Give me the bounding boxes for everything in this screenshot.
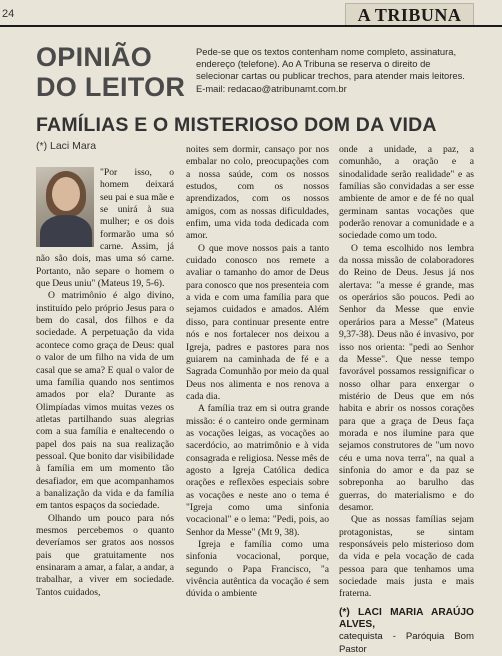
paragraph: O tema escolhido nos lembra da nossa missão de colaboradores do Reino de Deus. Jesus já nos alertava: "a messe é grande, mas os operários são poucos. Pedi ao Senhor da Messe que envie operários para a Messe" (Mateus 9,37-38). Deus não é invasivo, por isso nos orienta: "pedi ao Senhor da Messe". Que nesse tempo favorável possamos ressignificar o nosso olhar para enxergar o mistério de Deus que em nós habita e abrir os nossos corações para que a graça de Deus faça morada e nos ilumine para que sejamos construtores de "um novo céu e uma nova terra", na qual a sinfonia do amor e da paz se sobreponha ao barulho das guerras, do materialismo e do desamor. bbox=[339, 242, 474, 513]
signature-name: (*) LACI MARIA ARAÚJO ALVES, bbox=[339, 606, 474, 631]
paragraph: A família traz em si outra grande missão: é o canteiro onde germinam as vocações leigas, as vocações ao sacerdócio, ao matrimônio e à vida consagrada e religiosa. Nesse mês de agosto a Igreja Católica dedica orações e reflexões especiais sobre as vocações e neste ano o tema é "Igreja como uma sinfonia vocacional" e o lema: "Pedi, pois, ao Senhor da Messe" (Mt 9, 38). bbox=[186, 403, 329, 538]
paragraph: Olhando um pouco para nós mesmos percebemos o quanto deveríamos ser gratos aos nossos pais que gratuitamente nos ensinaram a amar, a falar, a andar, a trabalhar, a viver em sociedade. Tantos cuidados, bbox=[36, 512, 174, 598]
article-column-3 bbox=[339, 144, 474, 656]
article-column-1 bbox=[36, 167, 174, 599]
header-rule bbox=[0, 25, 502, 27]
article-column-2 bbox=[186, 144, 329, 601]
author-photo bbox=[36, 167, 94, 247]
submission-notice: Pede-se que os textos contenham nome completo, assinatura, endereço (telefone). Ao A Tribuna se reserva o direito de selecionar cartas ou publicar trechos, para atender mais leitores. E-mail: redacao@atribunamt.com.br bbox=[196, 46, 465, 94]
section-title: OPINIÃO DO LEITOR bbox=[36, 42, 186, 102]
paragraph: O que move nossos pais a tanto cuidado conosco nos remete a avaliar o tamanho do amor de Deus para conosco que nos presenteia com a vida e com uma família para que sejamos cuidados e amados. Além disso, para continuar presente entre nós e nos fortalecer nos deixou a Igreja, padres e pastores para nos guiarem na caminhada de fé e a Sagrada Comunhão por meio da qual Deus nos alimenta e nos renova a cada dia. bbox=[186, 242, 329, 402]
page-header bbox=[0, 0, 502, 26]
newspaper-logo: A TRIBUNA bbox=[345, 3, 474, 27]
paragraph: O matrimônio é algo divino, instituído pelo próprio Jesus para o bem do casal, dos filhos e da sociedade. A perpetuação da vida acontece como graça de Deus: qual o valor de um filho na vida de um casal que se ama? E qual o valor de uma família quando nos sentimos amados por ela? Durante as Olimpíadas vimos muitas vezes os atletas partilhando suas alegrias com a sua família e enaltecendo o papel dos pais na sua realização pessoal. Que bonito dar visibilidade à família em um momento tão desafiador, em que acompanhamos a banalização da vida e da família em tantos espaços da sociedade. bbox=[36, 290, 174, 512]
author-signature bbox=[339, 607, 474, 656]
article-headline: FAMÍLIAS E O MISTERIOSO DOM DA VIDA bbox=[36, 114, 437, 136]
article-byline: (*) Laci Mara bbox=[36, 140, 97, 152]
paragraph: Que as nossas famílias sejam protagonistas, se sintam responsáveis pelo misterioso dom da vida e pela vocação de cada pessoa para que tenhamos uma sociedade mais justa e mais fraterna. bbox=[339, 514, 474, 600]
paragraph: noites sem dormir, cansaço por nos embalar no colo, preocupações com a nossa saúde, com os nossos estudos, com os nossos aprendizados, com os nossos amigos, com as nossas dificuldades, enfim, uma vida toda dedicada com amor. bbox=[186, 144, 329, 242]
page-number: 24 bbox=[2, 8, 15, 20]
paragraph: Igreja e família como uma sinfonia vocacional, porque, segundo o Papa Francisco, "a vivência autêntica da vocação é sem dúvida o ambiente bbox=[186, 539, 329, 600]
paragraph: onde a unidade, a paz, a comunhão, a oração e a sinodalidade serão realidade" e as famílias são convidadas a ser esse ambiente de amor e de fé no qual germinam santas vocações que poderão renovar a comunidade e a sociedade como um todo. bbox=[339, 144, 474, 242]
author-face bbox=[52, 177, 80, 211]
signature-role: catequista - Paróquia Bom Pastor bbox=[339, 631, 474, 655]
paragraph: "Por isso, o homem deixará seu pai e sua mãe e se unirá à sua mulher; e os dois formarão uma só carne. Assim, já não são dois, mas uma só carne. Portanto, não separe o homem o que Deus uniu" (Mateus 19, 5-6). bbox=[36, 167, 174, 290]
author-shoulders bbox=[40, 215, 92, 247]
